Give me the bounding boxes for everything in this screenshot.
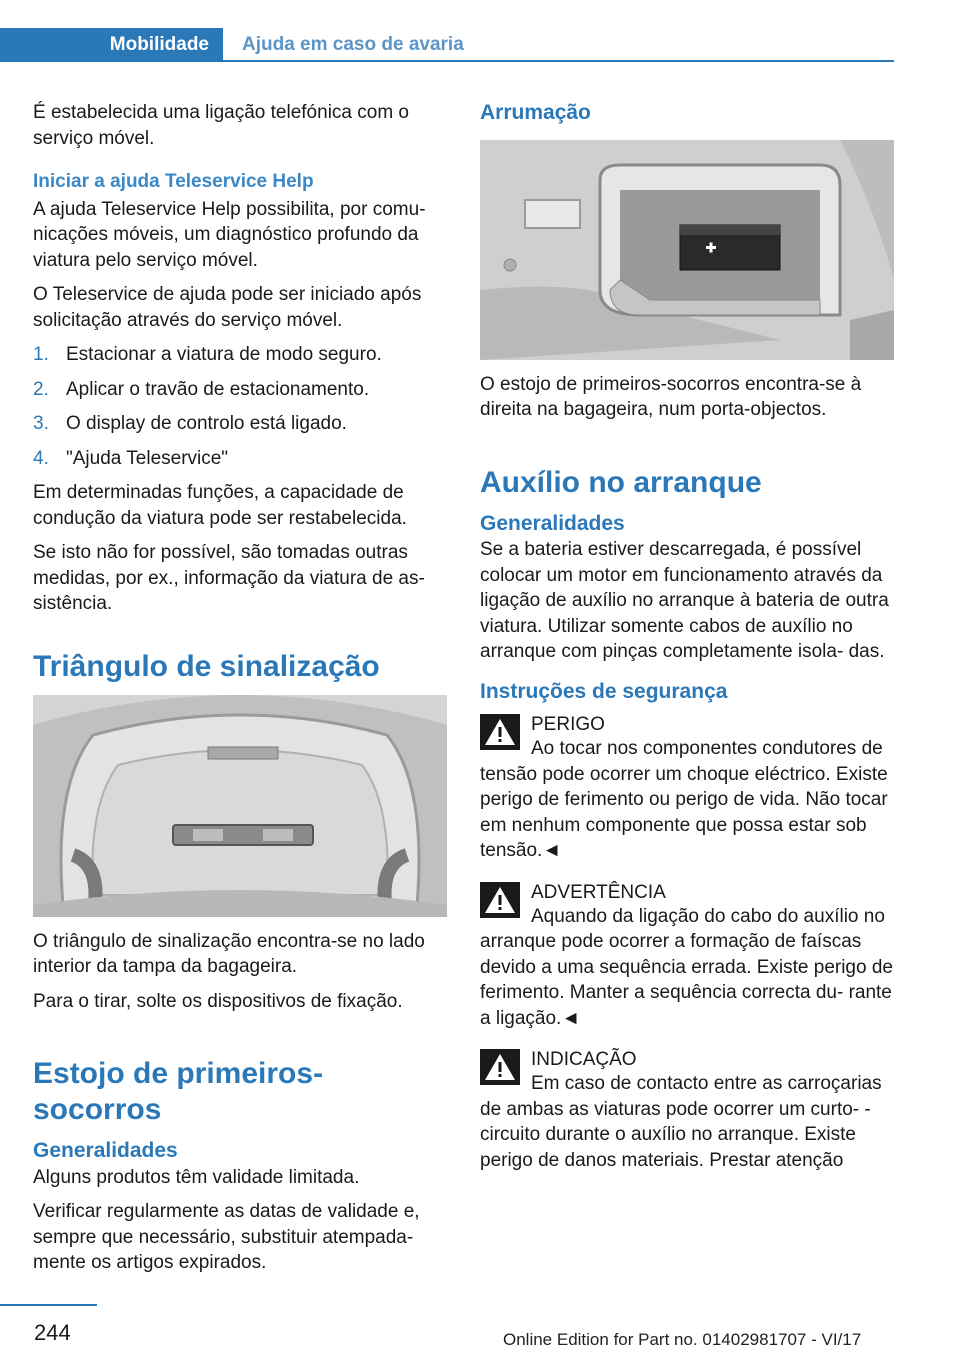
list-item	[33, 446, 447, 472]
list-item	[33, 411, 447, 437]
warning-text: Ao tocar nos componentes condutores de tensão pode ocorrer um choque eléctrico. Existe perigo de ferimento ou perigo de vida. Não tocar em nenhum componente que possa estar sob tensão.◄	[480, 738, 888, 861]
warning-triangle-icon	[480, 714, 520, 750]
paragraph: É estabelecida uma ligação telefónica com o serviço móvel.	[33, 102, 410, 149]
step-number: 4.	[33, 447, 49, 469]
warning-block	[480, 1047, 894, 1173]
paragraph: O triângulo de sinalização encontra-se no lado interior da tampa da bagageira.	[33, 930, 425, 977]
subheading-seguranca: Instruções de segurança	[480, 679, 728, 703]
warning-label: INDICAÇÃO	[531, 1049, 637, 1070]
tab-mobilidade: Mobilidade	[0, 28, 223, 62]
page-number: 244	[34, 1320, 71, 1345]
warning-text: Aquando da ligação do cabo do auxílio no arranque pode ocorrer a formação de faíscas devido a uma sequência errada. Existe perigo de ferimento. Manter a sequência correcta du- rante a ligação.◄	[480, 905, 893, 1029]
step-text: Aplicar o travão de estacionamento.	[66, 378, 370, 400]
step-text: Estacionar a viatura de modo seguro.	[66, 344, 382, 365]
paragraph: Se isto não for possível, são tomadas outras medidas, por ex., informação da viatura de as- sistência.	[33, 542, 425, 614]
steps-list	[33, 342, 447, 471]
first-aid-storage-illustration	[480, 140, 894, 360]
subheading-generalidades: Generalidades	[480, 511, 625, 535]
paragraph: O estojo de primeiros-socorros encontra-se à direita na bagageira, num porta-objectos.	[480, 373, 862, 420]
figure-trunk-lid	[33, 695, 447, 917]
step-number: 2.	[33, 378, 49, 400]
header-tabs	[0, 28, 894, 62]
subheading-generalidades: Generalidades	[33, 1139, 178, 1162]
subheading-arrumacao: Arrumação	[480, 101, 591, 124]
step-text: O display de controlo está ligado.	[66, 413, 347, 434]
paragraph: Se a bateria estiver descarregada, é possível colocar um motor em funcionamento através da ligação de auxílio no arranque à bateria de outra viatura. Utilizar somente cabos de auxílio no arranque com pinças completamente isola- das.	[480, 539, 889, 662]
paragraph: Verificar regularmente as datas de validade e, sempre que necessário, substituir atempada- mente os artigos expirados.	[33, 1201, 420, 1273]
subheading-teleservice: Iniciar a ajuda Teleservice Help	[33, 171, 314, 192]
warning-label: ADVERTÊNCIA	[531, 881, 666, 903]
heading-auxilio: Auxílio no arranque	[480, 465, 762, 499]
heading-triangulo: Triângulo de sinalização	[33, 649, 380, 683]
edition-label: Online Edition for Part no. 01402981707 - VI/17	[503, 1330, 862, 1349]
paragraph: Para o tirar, solte os dispositivos de fixação.	[33, 990, 403, 1012]
left-column	[33, 100, 447, 1285]
trunk-lid-illustration	[33, 695, 447, 917]
warning-triangle-icon	[480, 1049, 520, 1085]
paragraph: O Teleservice de ajuda pode ser iniciado após solicitação através do serviço móvel.	[33, 284, 422, 331]
header-rule	[223, 60, 894, 62]
warning-label: PERIGO	[531, 714, 605, 735]
list-item	[33, 342, 447, 368]
warning-block	[480, 712, 894, 864]
footer-rule	[0, 1304, 97, 1306]
step-number: 1.	[33, 344, 49, 365]
warning-triangle-icon	[480, 882, 520, 918]
paragraph: A ajuda Teleservice Help possibilita, por comu- nicações móveis, um diagnóstico profundo da viatura pelo serviço móvel.	[33, 198, 426, 271]
step-number: 3.	[33, 413, 49, 434]
right-column	[480, 100, 894, 1185]
paragraph: Em determinadas funções, a capacidade de condução da viatura pode ser restabelecida.	[33, 482, 407, 529]
list-item	[33, 377, 447, 403]
heading-estojo: Estojo de primeiros-socorros	[33, 1057, 324, 1126]
warning-text: Em caso de contacto entre as carroçarias de ambas as viaturas pode ocorrer um curto- -circuito durante o auxílio no arranque. Existe perigo de danos materiais. Prestar atenção	[480, 1073, 882, 1171]
figure-first-aid-storage	[480, 140, 894, 360]
warning-block	[480, 880, 894, 1032]
tab-ajuda-avaria: Ajuda em caso de avaria	[242, 34, 464, 55]
paragraph: Alguns produtos têm validade limitada.	[33, 1166, 360, 1188]
step-text: "Ajuda Teleservice"	[66, 447, 229, 469]
